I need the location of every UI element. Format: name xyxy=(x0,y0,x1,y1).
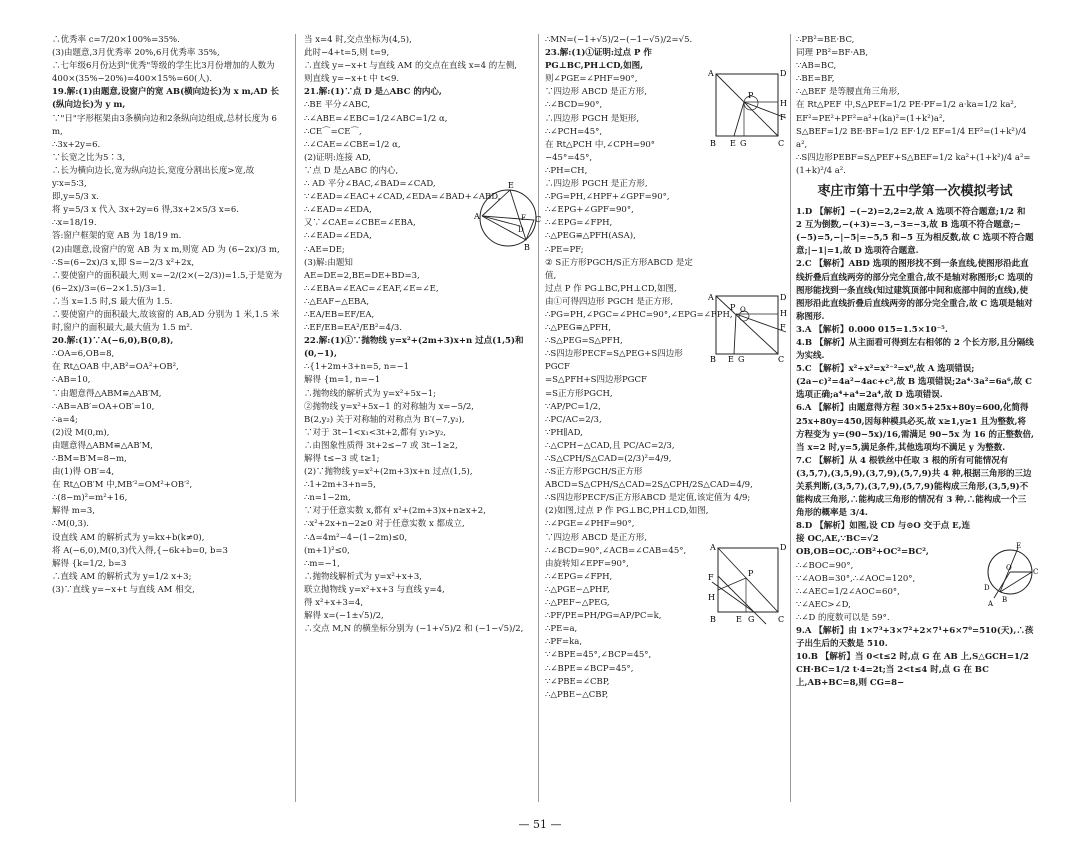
text-line: 22.解:(1)①∵抛物线 y=x²+(2m+3)x+n 过点(1,5)和(0,−1), xyxy=(304,336,524,360)
text-line: ② S正方形PGCH/S正方形ABCD 是定值, xyxy=(545,257,693,281)
text-line: 19.解:(1)由题意,设窗户的宽 AB(横向边长)为 x m,AD 长(纵向边长)为 y m, xyxy=(52,87,279,111)
label: D xyxy=(780,293,787,302)
text-line: 由旋转知∠EPF=90°, xyxy=(545,558,629,569)
label: H xyxy=(708,593,715,602)
text-line: ∴OA=6,OB=8, xyxy=(52,349,115,360)
text-line: 6.A 【解析】由题意得方程 30×5+25x+80y=600,化简得 25x+80y=450,因每种模具必买,故 x≥1,y≥1 且为整数,将方程变为 y=(90−5x)/16,需满足 90−5x 为 16 的正整数倍,当 x=2 时,y=5,满足条件,其他选项均不满足 y 为整数. xyxy=(796,403,1034,453)
text-line: 在 Rt△PEF 中,S△PEF=1/2 PE·PF=1/2 a·ka=1/2 ka², xyxy=(796,100,1017,111)
text-line: ∴1+2m+3+n=5, xyxy=(304,480,376,491)
text-line: ∴ AD 平分∠BAC,∠BAD=∠CAD, xyxy=(304,179,436,190)
text-line: (3)解:由题知 AE=DE=2,BE=DE+BD=3, xyxy=(304,257,420,281)
text-line: 2.C 【解析】ABD 选项的图形找不到一条直线,使图形沿此直线折叠后直线两旁的部分完全重合,故不是轴对称图形;C 选项的图形能找到一条直线(知过建筑顶部中间和底部中间的直线),使图形沿此直线折叠后直线两旁的部分完全重合,故 C 选项是轴对称图形. xyxy=(796,259,1033,322)
text-line: EF²=PE²+PF²=a²+(ka)²=(1+k²)a², xyxy=(796,113,946,124)
text-line: 解得 {k=1/2, b=3 xyxy=(52,558,127,569)
label: E xyxy=(728,355,734,364)
text-line: ∵由题意得△ABM≌△AB′M, xyxy=(52,388,162,399)
label: C xyxy=(778,615,785,624)
text-line: ∴S四边形PECF/S正方形ABCD 是定值,该定值为 4/9; xyxy=(545,493,751,504)
text-line: ∵∠PBE=∠CBP, xyxy=(545,676,610,687)
text-line: ∴∠CAE=∠CBE=1/2 α, xyxy=(304,139,401,150)
text-line: ∴△PBE∽△CBP, xyxy=(545,689,609,700)
text-line: ∴∠EPG=∠FPH, xyxy=(545,218,613,229)
page-number: — 51 — xyxy=(518,818,562,831)
column-4 xyxy=(796,34,1034,824)
text-line: ∴△EAF∽△EBA, xyxy=(304,296,370,307)
label: F xyxy=(708,573,714,582)
text-line: ∴∠BCD=90°,∠ACB=∠CAB=45°, xyxy=(545,545,687,556)
text-line: ∴△PEG≌△PFH, xyxy=(545,323,612,334)
text-line: 400×(35%−20%)=400×15%=60(人). xyxy=(52,74,213,85)
figure-square-1 xyxy=(706,68,788,150)
label: D xyxy=(780,543,787,552)
text-line: ∴四边形 PGCH 是正方形, xyxy=(545,179,648,190)
text-line: ∴∠EBA=∠EAC=∠EAF,∠E=∠E, xyxy=(304,283,439,294)
text-line: ∴△CPH∽△CAD,且 PC/AC=2/3, xyxy=(545,440,675,451)
text-line: (2)如图,过点 P 作 PG⊥BC,PH⊥CD,如图, xyxy=(545,506,709,517)
text-line: B(2,y₂) 关于对称轴的对称点为 B′(−7,y₂), xyxy=(304,414,465,425)
text-line: 此时−4+t=5,则 t=9, xyxy=(304,48,390,59)
text-line: ∴AB=AB′=OA+OB′=10, xyxy=(52,401,155,412)
text-line: 10.B 【解析】当 0<t≤2 时,点 G 在 AB 上,S△GCH=1/2 CH·BC=1/2 t·4=2t;当 2<t≤4 时,点 G 在 BC 上,AB+BC=8,则 CG=8− xyxy=(796,652,1032,689)
text-line: ∴BM=B′M=8−m, xyxy=(52,454,127,464)
column-divider xyxy=(790,34,791,802)
figure-square-3 xyxy=(706,540,788,626)
text-line: ∴要使窗户的面积最大,故该窗的 AB,AD 分别为 1 米,1.5 米时,窗户的面积最大,最大值为 1.5 m². xyxy=(52,309,280,334)
text-line: ∴M(0,3). xyxy=(52,519,89,530)
label: D xyxy=(780,69,787,78)
label: B xyxy=(710,139,716,148)
label: P xyxy=(748,91,754,100)
text-line: ∴抛物线解析式为 y=x²+x+3, xyxy=(304,571,422,582)
text-line: ∴∠EAD=∠EDA, xyxy=(304,231,372,242)
figure-circle-2 xyxy=(982,540,1040,608)
label: G xyxy=(748,615,755,624)
text-line: =S正方形PGCH, xyxy=(545,388,613,399)
text-line: 21.解:(1)∵点 D 是△ABC 的内心, xyxy=(304,87,442,98)
label: O xyxy=(740,306,746,314)
text-line: 答:窗户框架的宽 AB 为 18/19 m. xyxy=(52,231,182,242)
text-line: ∴PE=PF; xyxy=(545,244,584,255)
column-divider xyxy=(295,34,296,802)
text-line: S△BEF=1/2 BE·BF=1/2 EF·1/2 EF=1/4 EF²=(1+k²)/4 a², xyxy=(796,126,1030,150)
label: A xyxy=(708,69,714,78)
text-line: ∴BE=BF, xyxy=(796,74,835,85)
text-line: ∴七年级6月份达到"优秀"等级的学生比3月份增加的人数为 xyxy=(52,61,275,72)
text-line: ∴Δ=4m²−4−(1−2m)≤0, xyxy=(304,532,408,543)
text-line: 联立抛物线 y=x²+x+3 与直线 y=4, xyxy=(304,584,445,595)
text-line: ∴长为横向边长,宽为纵向边长,宽度分割出长度>宽,故 y∶x=5∶3, xyxy=(52,165,257,190)
text-line: 则直线 y=−x+t 中 t<9. xyxy=(304,74,400,85)
text-line: 即,y=5/3 x. xyxy=(52,192,100,203)
label: D xyxy=(518,226,524,234)
text-line: ∴S正方形PGCH/S正方形ABCD=S△CPH/S△CAD=2S△CPH/2S△CAD=4/9, xyxy=(545,467,753,491)
text-line: 得 x²+x+3=4, xyxy=(304,598,364,609)
text-line: ∴PC/AC=2/3, xyxy=(545,414,602,425)
text-line: ∴CE⌒=CE⌒, xyxy=(304,126,362,137)
label: G xyxy=(738,355,745,364)
text-line: ∴∠D 的度数可以是 59°. xyxy=(796,612,890,623)
text-line: 5.C 【解析】x²÷x²=x²⁻²=x⁰,故 A 选项错误;(2a−c)²=4a²−4ac+c²,故 B 选项错误;2a⁴·3a²=6a⁶,故 C 选项正确;a⁴+a⁴=2a⁴,故 D 选项错误. xyxy=(796,364,1035,401)
text-line: ∴n=1−2m, xyxy=(304,493,351,504)
text-line: ∴BE 平分∠ABC, xyxy=(304,100,371,111)
text-line: ∴△PEG≌△PFH(ASA), xyxy=(545,231,636,242)
text-line: ∵对于任意实数 x,都有 x²+(2m+3)x+n≥x+2, xyxy=(304,506,486,517)
text-line: ∴EF/EB=EA²/EB²=4/3. xyxy=(304,323,402,334)
text-line: ∴当 x=1.5 时,S 最大值为 1.5. xyxy=(52,296,173,307)
label: E xyxy=(736,615,742,624)
text-line: ∴MN=(−1+√5)/2−(−1−√5)/2=√5. xyxy=(545,35,693,45)
text-line: 又∵∠CAE=∠CBE=∠EBA, xyxy=(304,218,416,229)
text-line: 由题意得△ABM≌△AB′M, xyxy=(52,440,154,451)
label: G xyxy=(740,139,747,148)
text-line: ∵点 D 是△ABC 的内心, xyxy=(304,165,399,176)
text-line: ∵"日"字形框架由3条横向边和2条纵向边组成,总材长度为 6 m, xyxy=(52,113,280,137)
label: E xyxy=(508,181,514,190)
text-line: ∴{1+2m+3+n=5, n=−1 xyxy=(304,362,410,373)
label: O xyxy=(1006,564,1012,572)
text-line: ∴直线 y=−x+t 与直线 AM 的交点在直线 x=4 的左侧, xyxy=(304,61,517,72)
text-line: ∴∠AEC=1/2∠AOC=60°, xyxy=(796,586,900,597)
text-line: 在 Rt△PCH 中,∠CPH=90°−45°=45°, xyxy=(545,139,656,163)
label: P xyxy=(748,569,754,578)
text-line: ∴优秀率 c=7/20×100%=35%. xyxy=(52,35,180,45)
text-line: 在 Rt△OAB 中,AB²=OA²+OB², xyxy=(52,362,179,373)
label: A xyxy=(474,212,480,221)
text-line: ∵∠AEC>∠D, xyxy=(796,599,851,610)
text-line: ∵∠BPE=45°,∠BCP=45°, xyxy=(545,650,652,661)
text-line: ∴3x+2y=6. xyxy=(52,139,101,150)
text-line: 8.D 【解析】如图,设 CD 与⊙O 交于点 E,连接 OC,AE,∵BC=√2 OB,OB=OC,∴OB²+OC²=BC², xyxy=(796,521,971,558)
column-2 xyxy=(304,34,532,824)
text-line: 9.A 【解析】由 1×7³+3×7²+2×7¹+6×7⁰=510(天),∴孩子出生后的天数是 510. xyxy=(796,626,1034,650)
label: P xyxy=(730,303,736,312)
text-line: 解得 t≤−3 或 t≥1; xyxy=(304,454,380,464)
label: F xyxy=(521,214,526,222)
text-line: 20.解:(1)∵A(−6,0),B(0,8), xyxy=(52,336,174,347)
text-line: 同理 PB²=BF·AB, xyxy=(796,48,869,59)
label: C xyxy=(778,355,785,364)
text-line: ∴PF/PE=PH/PG=AP/PC=k, xyxy=(545,611,662,622)
text-line: 4.B 【解析】从主面看可得到左右相邻的 2 个长方形,且分隔线为实线. xyxy=(796,337,1034,362)
text-line: ∴PF=ka, xyxy=(545,637,583,648)
figure-square-2 xyxy=(706,292,788,364)
label: E xyxy=(730,139,736,148)
figure-circle-triangle xyxy=(474,180,540,252)
text-line: ∴AB=10, xyxy=(52,375,91,386)
text-line: ∵∠EAD=∠EAC+∠CAD,∠EDA=∠BAD+∠ABD, xyxy=(304,192,501,203)
text-line: 解得 m=3, xyxy=(52,506,95,517)
text-line: (2)证明:连接 AD, xyxy=(304,152,371,163)
text-line: 1.D 【解析】−(−2)=2,2=2,故 A 选项不符合题意;1/2 和 2 互为倒数,−(+3)=−3,−3=−3,故 B 选项不符合题意;−(−5)=5,−|−5|=−5,5 和−5 互为相反数,故 C 选项不符合题意;|−1|=1,故 D 选项符合题意. xyxy=(796,207,1034,257)
label: B xyxy=(524,243,530,252)
text-line: ∴△BEF 是等腰直角三角形, xyxy=(796,87,900,98)
text-line: 过点 P 作 PG⊥BC,PH⊥CD,如图, xyxy=(545,283,677,294)
text-line: 解得 x=(−1±√5)/2, xyxy=(304,611,384,622)
label: B xyxy=(1002,596,1008,604)
text-line: ②抛物线 y=x²+5x−1 的对称轴为 x=−5/2, xyxy=(304,401,475,412)
label: C xyxy=(778,139,785,148)
text-line: (2)∵抛物线 y=x²+(2m+3)x+n 过点(1,5), xyxy=(304,467,473,478)
text-line: ∴△PGE∽△PHF, xyxy=(545,584,610,595)
text-line: ∵AB=BC, xyxy=(796,61,837,72)
text-line: ∴S△PEG=S△PFH, xyxy=(545,336,623,347)
text-line: ∴x²+2x+n−2≥0 对于任意实数 x 都成立, xyxy=(304,519,465,530)
text-line: ∴△PEF∽△PEG, xyxy=(545,598,610,609)
text-line: ∴S=(6−2x)/3 x,即 S=−2/3 x²+2x, xyxy=(52,257,195,268)
text-line: (2)由题意,设窗户的宽 AB 为 x m,则宽 AD 为 (6−2x)/3 m, xyxy=(52,244,280,255)
text-line: ∴∠BPE=∠BCP=45°, xyxy=(545,663,634,674)
text-line: 在 Rt△OB′M 中,MB′²=OM²+OB′², xyxy=(52,480,193,491)
text-line: ∴∠EPG=∠FPH, xyxy=(545,571,613,582)
text-line: ∴AE=DE; xyxy=(304,244,345,255)
text-line: ∴交点 M,N 的横坐标分别为 (−1+√5)/2 和 (−1−√5)/2, xyxy=(304,624,524,635)
text-line: ∴四边形 PGCH 是矩形, xyxy=(545,113,640,124)
text-line: 解得 {m=1, n=−1 xyxy=(304,375,381,386)
column-3 xyxy=(545,34,785,824)
text-line: 由(1)得 OB′=4, xyxy=(52,467,115,478)
label: E xyxy=(1016,542,1022,550)
text-line: ∴x=18/19. xyxy=(52,218,97,229)
text-line: ∴S四边形PECF=S△PEG+S四边形PGCF xyxy=(545,349,683,373)
text-line: ∴PG=PH,∠PGC=∠PHC=90°,∠EPG=∠FPH, xyxy=(545,309,733,320)
text-line: (3)由题意,3月优秀率 20%,6月优秀率 35%, xyxy=(52,48,220,59)
label: H xyxy=(780,309,787,318)
text-line: ∴PG=PH,∠HPF+∠GPF=90°, xyxy=(545,192,670,203)
text-line: ∵PH∥AD, xyxy=(545,427,583,438)
text-line: 由①可得四边形 PGCH 是正方形, xyxy=(545,296,674,307)
label: B xyxy=(710,615,716,624)
text-line: ∴S△CPH/S△CAD=(2/3)²=4/9, xyxy=(545,454,672,464)
column-divider xyxy=(538,34,539,802)
text-line: ∴∠BOC=90°, xyxy=(796,560,854,571)
column-1 xyxy=(52,34,290,824)
section-title: 枣庄市第十五中学第一次模拟考试 xyxy=(817,184,1013,200)
text-line: ∵四边形 ABCD 是正方形, xyxy=(545,87,647,98)
text-line: ∴∠ABE=∠EBC=1/2∠ABC=1/2 α, xyxy=(304,113,448,124)
text-line: ∴由图象性质得 3t+2≤−7 或 3t−1≥2, xyxy=(304,440,458,451)
label: D xyxy=(984,584,990,592)
text-line: ∴m=−1, xyxy=(304,558,340,569)
text-line: ∵AP/PC=1/2, xyxy=(545,401,601,412)
label: A xyxy=(708,293,714,302)
text-line: ∴S四边形PEBF=S△PEF+S△BEF=1/2 ka²+(1+k²)/4 a²=(1+k)²/4 a². xyxy=(796,152,1031,176)
text-line: ∴a=4; xyxy=(52,414,78,425)
text-line: ∴PB²=BE·BC, xyxy=(796,35,855,45)
text-line: ∴∠BCD=90°, xyxy=(545,100,603,111)
text-line: ∴∠EPG+∠GPF=90°, xyxy=(545,205,634,216)
text-line: ∴抛物线的解析式为 y=x²+5x−1; xyxy=(304,388,437,399)
text-line: (6−2x)/3=(6−2×1.5)/3=1. xyxy=(52,283,166,294)
text-line: 则∠PGE=∠PHF=90°, xyxy=(545,74,638,85)
label: B xyxy=(710,355,716,364)
label: A xyxy=(710,543,716,552)
label: A xyxy=(988,600,994,608)
text-line: ∴∠EAD=∠EDA, xyxy=(304,205,372,216)
text-line: 3.A 【解析】0.000 015=1.5×10⁻⁵. xyxy=(796,324,948,335)
text-line: ∵∠AOB=30°,∴∠AOC=120°, xyxy=(796,573,916,584)
text-line: 23.解:(1)①证明:过点 P 作 PG⊥BC,PH⊥CD,如图, xyxy=(545,48,655,72)
text-line: 将 A(−6,0),M(0,3)代入得,{−6k+b=0, b=3 xyxy=(52,545,228,556)
label: C xyxy=(1033,568,1039,576)
text-line: =S△PFH+S四边形PGCF xyxy=(545,375,647,386)
text-line: ∴PE=a, xyxy=(545,624,578,635)
text-line: ∵对于 3t−1<x₁<3t+2,都有 y₁>y₂, xyxy=(304,427,447,438)
text-line: ∴EA/EB=EF/EA, xyxy=(304,309,375,320)
label: H xyxy=(780,99,787,108)
label: F xyxy=(780,113,786,122)
label: C xyxy=(535,215,542,224)
text-line: ∴要使窗户的面积最大,则 x=−2/(2×(−2/3))=1.5,于是宽为 xyxy=(52,270,283,281)
label: F xyxy=(780,323,786,332)
text-line: ∵四边形 ABCD 是正方形, xyxy=(545,532,647,543)
text-line: 设直线 AM 的解析式为 y=kx+b(k≠0), xyxy=(52,532,205,543)
text-line: (m+1)²≤0, xyxy=(304,545,350,556)
text-line: ∴PH=CH, xyxy=(545,165,588,176)
text-line: (3)∵直线 y=−x+t 与直线 AM 相交, xyxy=(52,584,195,595)
text-line: 7.C 【解析】从 4 根铁丝中任取 3 根的所有可能情况有(3,5,7),(3,5,9),(3,7,9),(5,7,9)共 4 种,根据三角形的三边关系判断,(3,5,7),(3,7,9),(5,7,9)能构成三角形,(3,5,9)不能构成三角形,∴能构成三角形的情况有 3 种,∴能构成一个三角形的概率是 3/4. xyxy=(796,455,1032,519)
text-line: (2)设 M(0,m), xyxy=(52,427,110,438)
text-line: ∴∠PGE=∠PHF=90°, xyxy=(545,519,635,530)
text-line: ∴直线 AM 的解析式为 y=1/2 x+3; xyxy=(52,571,192,582)
text-line: ∴(8−m)²=m²+16, xyxy=(52,493,128,504)
text-line: ∴∠PCH=45°, xyxy=(545,126,603,137)
text-line: 将 y=5/3 x 代入 3x+2y=6 得,3x+2×5/3 x=6. xyxy=(52,205,239,216)
text-line: ∵长宽之比为5∶3, xyxy=(52,152,126,163)
text-line: 当 x=4 时,交点坐标为(4,5), xyxy=(304,35,412,45)
